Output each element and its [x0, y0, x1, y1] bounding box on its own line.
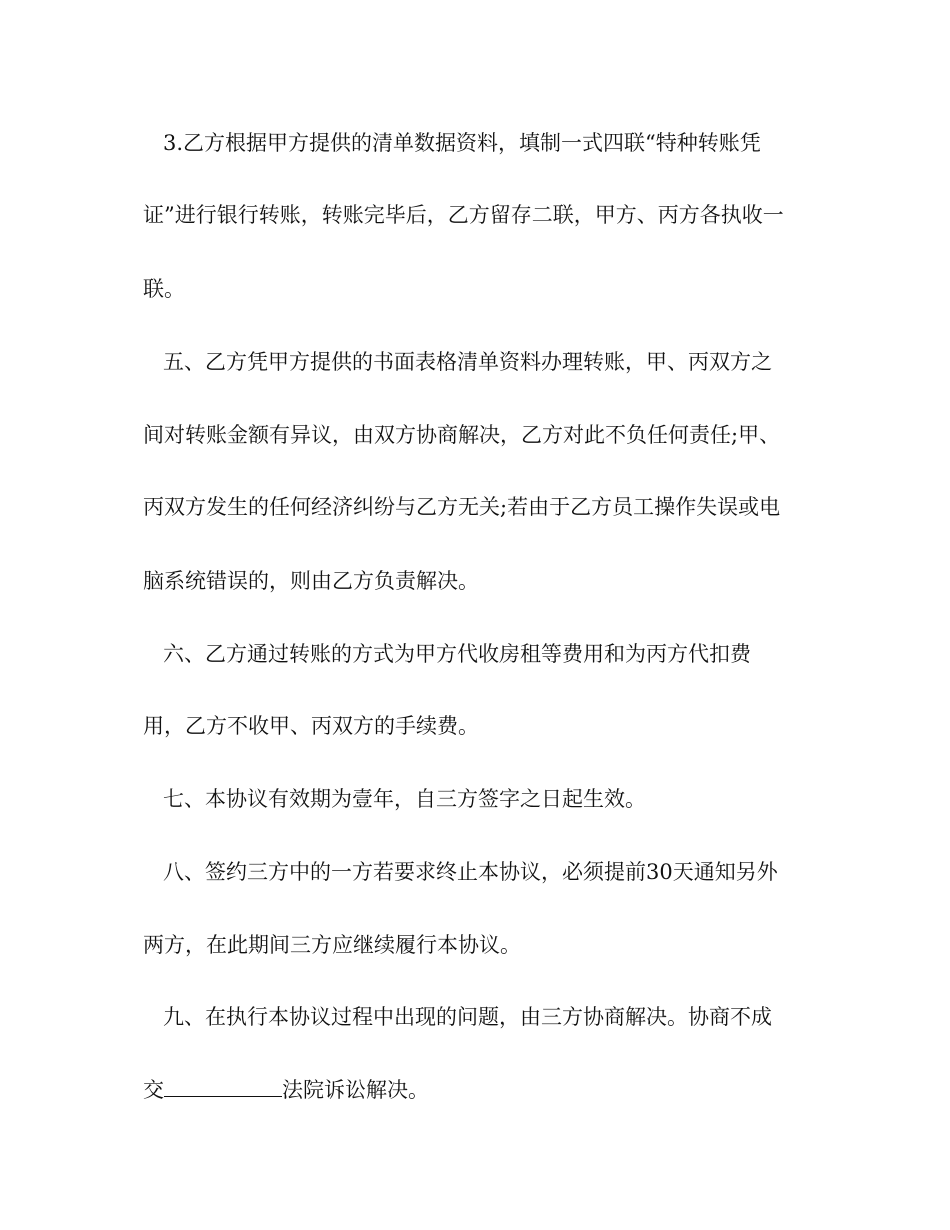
clause-9-suffix: 法院诉讼解决。: [282, 1078, 429, 1102]
clause-3-line-1: 3.乙方根据甲方提供的清单数据资料，填制一式四联“特种转账凭: [163, 131, 761, 155]
clause-7-line-1: 七、本协议有效期为壹年，自三方签字之日起生效。: [163, 787, 646, 811]
clause-5-line-4: 脑系统错误的，则由乙方负责解决。: [143, 569, 479, 593]
clause-3-line-3: 联。: [143, 277, 185, 301]
clause-6-line-2: 用，乙方不收甲、丙双方的手续费。: [143, 714, 479, 738]
clause-9-line-2: [143, 1072, 823, 1108]
clause-9-prefix: 交: [143, 1078, 164, 1102]
clause-5-line-3: 丙双方发生的任何经济纠纷与乙方无关;若由于乙方员工操作失误或电: [143, 495, 781, 519]
clause-3-line-2: 证”进行银行转账，转账完毕后，乙方留存二联，甲方、丙方各执收一: [143, 203, 784, 227]
clause-5-line-2: 间对转账金额有异议，由双方协商解决，乙方对此不负任何责任;甲、: [143, 423, 781, 447]
clause-9-line-1: 九、在执行本协议过程中出现的问题，由三方协商解决。协商不成: [163, 1005, 772, 1029]
clause-6-line-1: 六、乙方通过转账的方式为甲方代收房租等费用和为丙方代扣费: [163, 642, 751, 666]
court-name-blank: [164, 1072, 282, 1097]
clause-5-line-1: 五、乙方凭甲方提供的书面表格清单资料办理转账，甲、丙双方之: [163, 350, 772, 374]
clause-8-line-1: 八、签约三方中的一方若要求终止本协议，必须提前30天通知另外: [163, 860, 778, 884]
clause-8-line-2: 两方，在此期间三方应继续履行本协议。: [143, 933, 521, 957]
